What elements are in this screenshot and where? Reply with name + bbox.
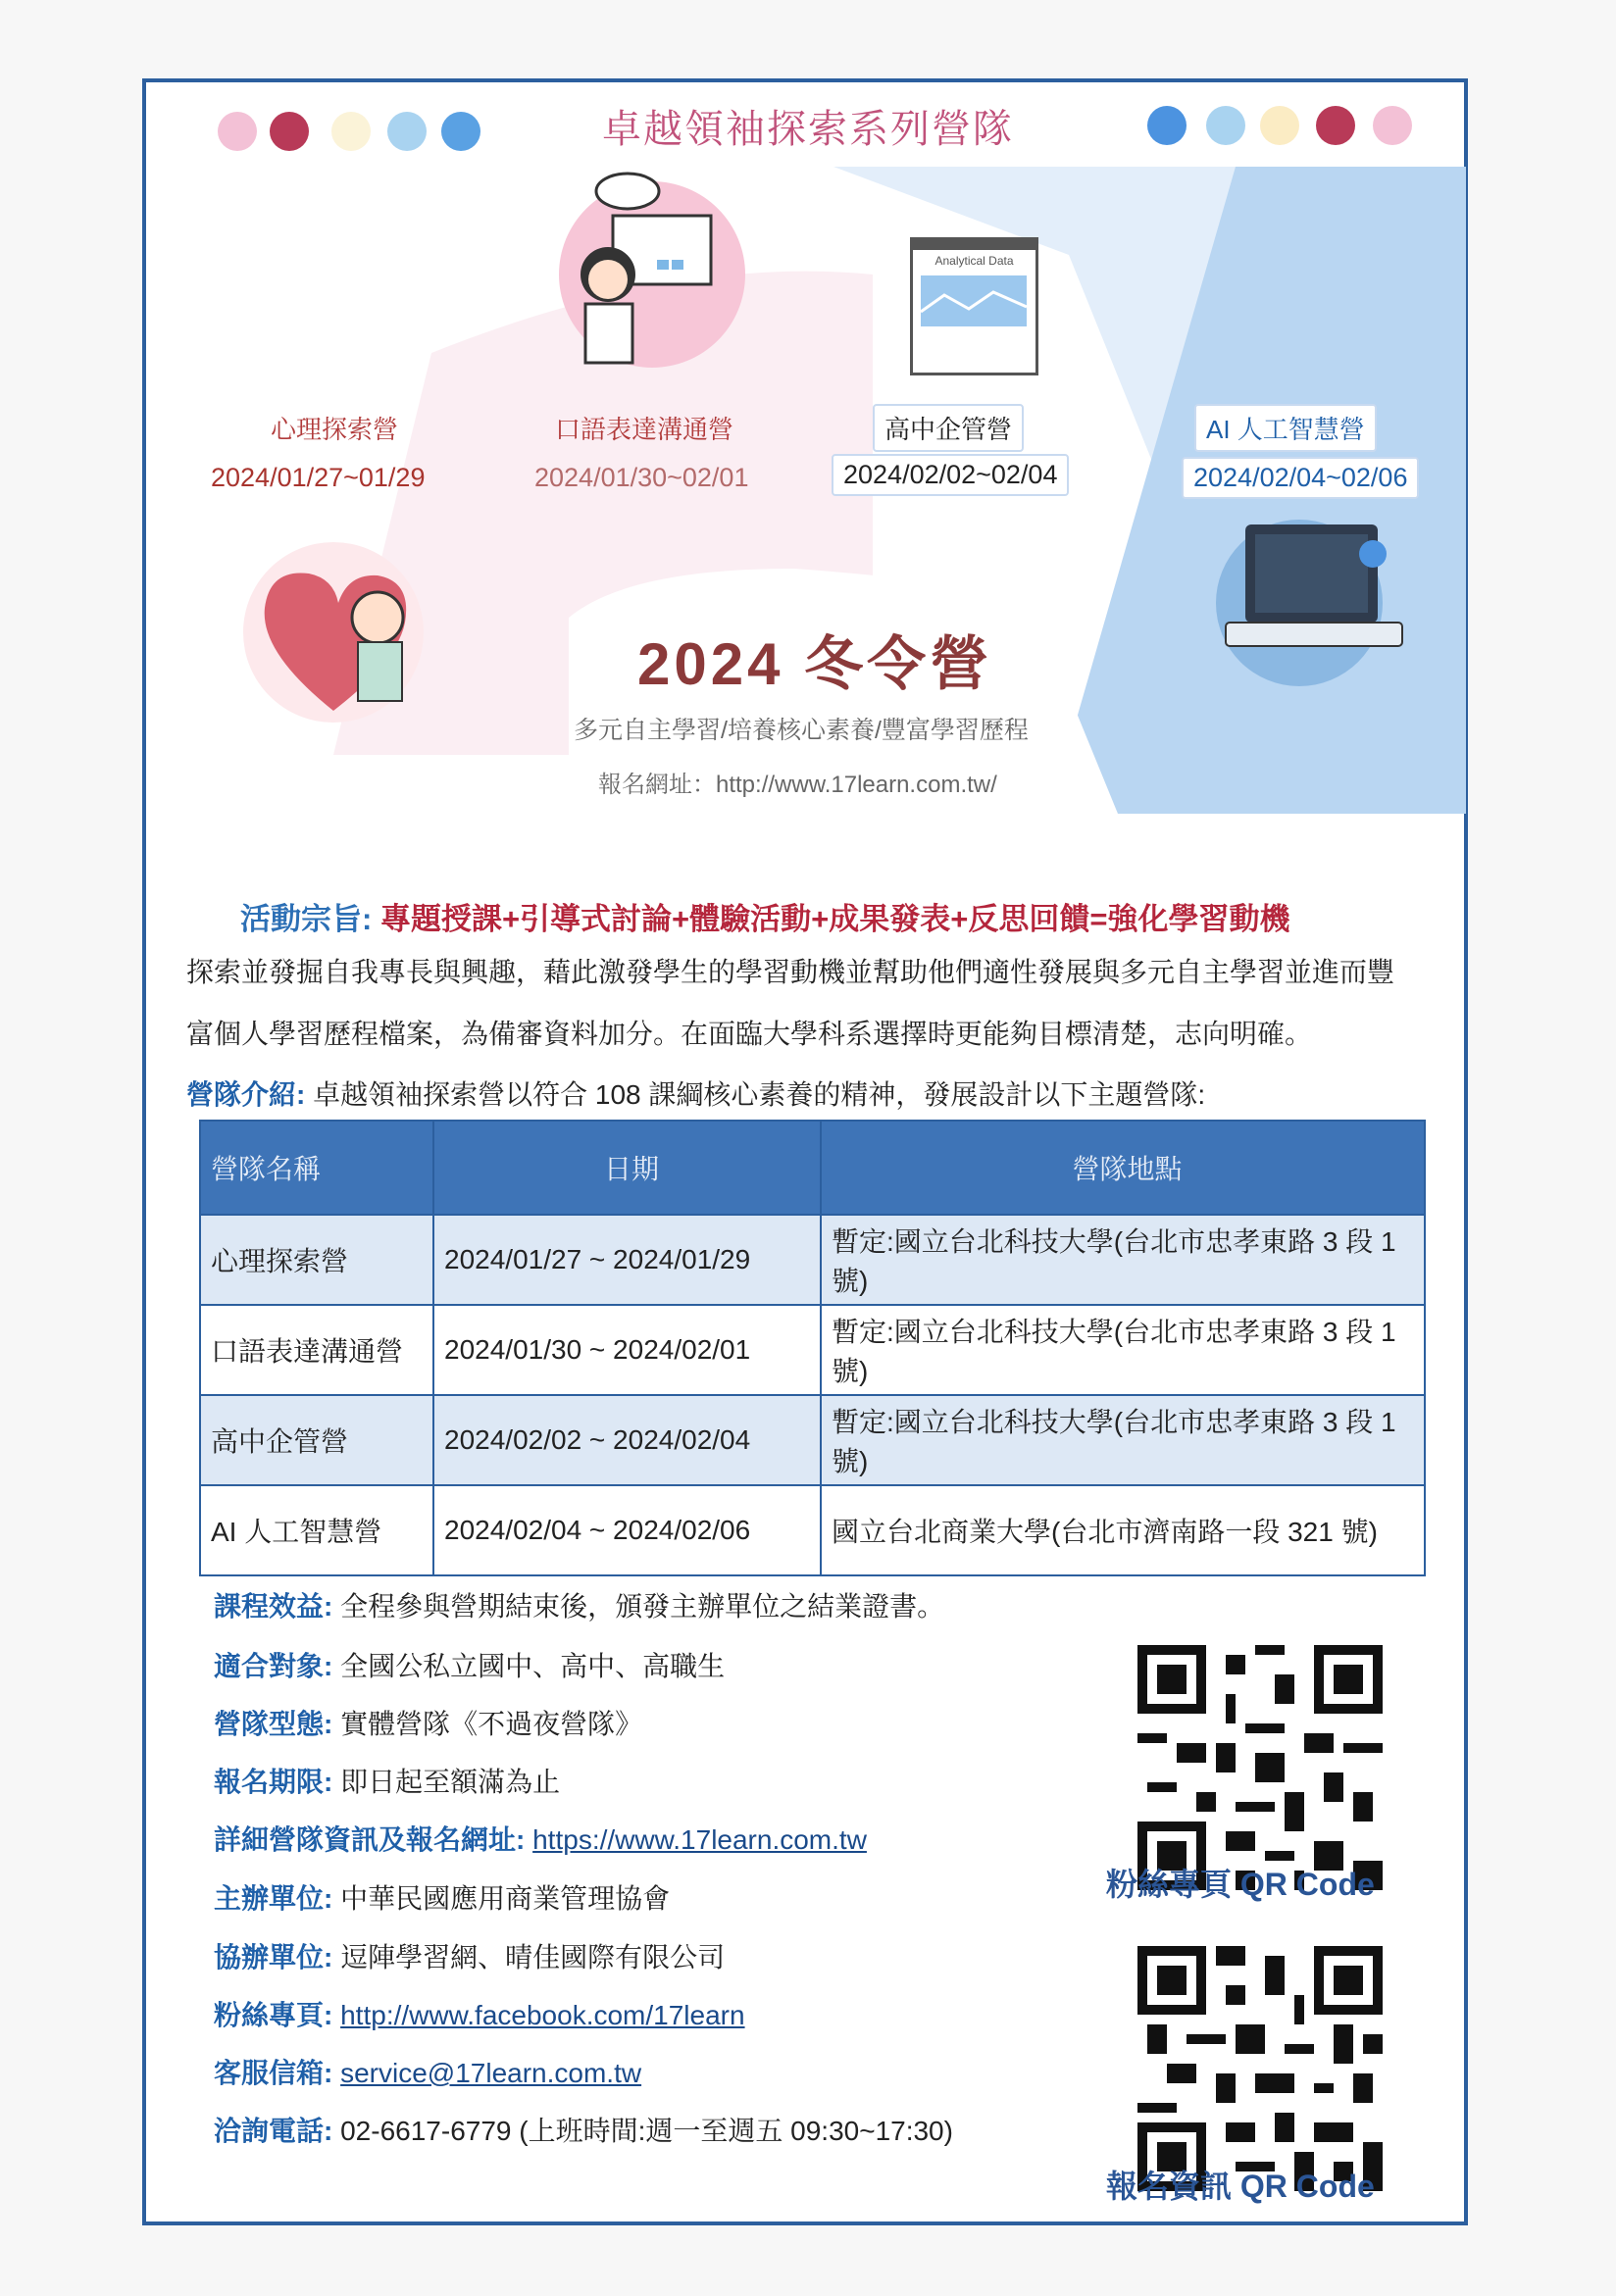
info-email	[214, 2052, 641, 2091]
info-phone	[214, 2110, 953, 2149]
heart-illustration	[240, 534, 427, 730]
camp-table	[199, 1120, 1426, 1576]
info-label: 洽詢電話:	[214, 2116, 333, 2146]
camp-name-psychology: 心理探索營	[271, 415, 399, 444]
info-fanpage	[214, 1994, 745, 2033]
table-row	[200, 1215, 1425, 1305]
info-label: 主辦單位:	[214, 1883, 333, 1914]
table-header-row	[200, 1121, 1425, 1215]
table-row	[200, 1485, 1425, 1575]
table-cell: 高中企管營	[200, 1395, 433, 1485]
info-co-organizer	[214, 1936, 725, 1975]
table-cell: 2024/02/04 ~ 2024/02/06	[433, 1485, 821, 1575]
signup-qr-code[interactable]	[1137, 1946, 1383, 2191]
table-header: 日期	[433, 1121, 821, 1215]
info-label: 粉絲專頁:	[214, 2000, 333, 2030]
email-link[interactable]: service@17learn.com.tw	[340, 2058, 642, 2088]
table-cell: 國立台北商業大學(台北市濟南路一段 321 號)	[821, 1485, 1425, 1575]
info-audience	[214, 1645, 725, 1684]
hero-subtitle: 多元自主學習/培養核心素養/豐富學習歷程	[574, 717, 1029, 744]
table-cell: 2024/01/30 ~ 2024/02/01	[433, 1305, 821, 1395]
camp-intro-value: 卓越領袖探索營以符合 108 課綱核心素養的精神，發展設計以下主題營隊:	[313, 1079, 1206, 1110]
info-label: 營隊型態:	[214, 1709, 333, 1739]
report-illustration	[910, 237, 1038, 375]
purpose-line	[240, 894, 1289, 938]
purpose-value: 專題授課+引導式討論+體驗活動+成果發表+反思回饋=強化學習動機	[379, 902, 1290, 936]
info-label: 課程效益:	[214, 1591, 333, 1622]
table-row	[200, 1395, 1425, 1485]
signup-qr-label: 報名資訊 QR Code	[1106, 2169, 1375, 2204]
info-details	[214, 1819, 867, 1858]
info-type	[214, 1703, 642, 1742]
purpose-label: 活動宗旨:	[240, 902, 373, 936]
hero-signup-url: 報名網址：http://www.17learn.com.tw/	[598, 772, 997, 798]
info-label: 報名期限:	[214, 1767, 333, 1797]
info-period	[214, 1761, 560, 1800]
camp-name-speech: 口語表達溝通營	[555, 415, 734, 444]
camp-intro-line	[186, 1073, 1205, 1113]
info-value: 中華民國應用商業管理協會	[340, 1883, 671, 1914]
table-cell: AI 人工智慧營	[200, 1485, 433, 1575]
info-value: 全國公私立國中、高中、高職生	[340, 1651, 726, 1681]
table-cell: 口語表達溝通營	[200, 1305, 433, 1395]
table-cell: 2024/01/27 ~ 2024/01/29	[433, 1215, 821, 1305]
laptop-illustration	[1201, 510, 1407, 686]
info-label: 協辦單位:	[214, 1942, 333, 1972]
camp-date-speech: 2024/01/30~02/01	[534, 463, 749, 492]
fanpage-qr-label: 粉絲專頁 QR Code	[1106, 1867, 1375, 1902]
intro-paragraph-line1: 探索並發掘自我專長與興趣，藉此激發學生的學習動機並幫助他們適性發展與多元自主學習並進而豐	[186, 957, 1395, 987]
table-cell: 2024/02/02 ~ 2024/02/04	[433, 1395, 821, 1485]
presenter-illustration	[554, 167, 750, 373]
table-row	[200, 1305, 1425, 1395]
camp-date-psychology: 2024/01/27~01/29	[211, 463, 426, 492]
table-header: 營隊地點	[821, 1121, 1425, 1215]
main-title: 2024 冬令營	[637, 631, 993, 697]
info-value: 實體營隊《不過夜營隊》	[340, 1709, 643, 1739]
fanpage-qr-code[interactable]	[1137, 1645, 1383, 1890]
table-header: 營隊名稱	[200, 1121, 433, 1215]
info-value: 全程參與營期結束後，頒發主辦單位之結業證書。	[340, 1591, 945, 1622]
info-organizer	[214, 1877, 670, 1917]
table-cell: 心理探索營	[200, 1215, 433, 1305]
info-value: 逗陣學習網、晴佳國際有限公司	[340, 1942, 726, 1972]
chart-caption: Analytical Data	[934, 254, 1014, 268]
details-link[interactable]: https://www.17learn.com.tw	[532, 1824, 867, 1855]
poster-title: 卓越領袖探索系列營隊	[602, 108, 1014, 151]
camp-intro-label: 營隊介紹:	[186, 1079, 306, 1110]
intro-paragraph-line2: 富個人學習歷程檔案，為備審資料加分。在面臨大學科系選擇時更能夠目標清楚，志向明確。	[186, 1019, 1313, 1049]
camp-date-business: 2024/02/02~02/04	[832, 454, 1069, 496]
info-label: 詳細營隊資訊及報名網址:	[214, 1824, 526, 1855]
table-cell: 暫定:國立台北科技大學(台北市忠孝東路 3 段 1 號)	[821, 1215, 1425, 1305]
info-label: 客服信箱:	[214, 2058, 333, 2088]
camp-name-business: 高中企管營	[873, 404, 1024, 452]
table-cell: 暫定:國立台北科技大學(台北市忠孝東路 3 段 1 號)	[821, 1395, 1425, 1485]
info-benefit	[214, 1585, 944, 1624]
info-value: 02-6617-6779 (上班時間:週一至週五 09:30~17:30)	[340, 2116, 953, 2146]
camp-name-ai: AI 人工智慧營	[1194, 404, 1377, 452]
table-cell: 暫定:國立台北科技大學(台北市忠孝東路 3 段 1 號)	[821, 1305, 1425, 1395]
info-label: 適合對象:	[214, 1651, 333, 1681]
camp-date-ai: 2024/02/04~02/06	[1182, 457, 1419, 499]
fanpage-link[interactable]: http://www.facebook.com/17learn	[340, 2000, 745, 2030]
info-value: 即日起至額滿為止	[340, 1767, 561, 1797]
